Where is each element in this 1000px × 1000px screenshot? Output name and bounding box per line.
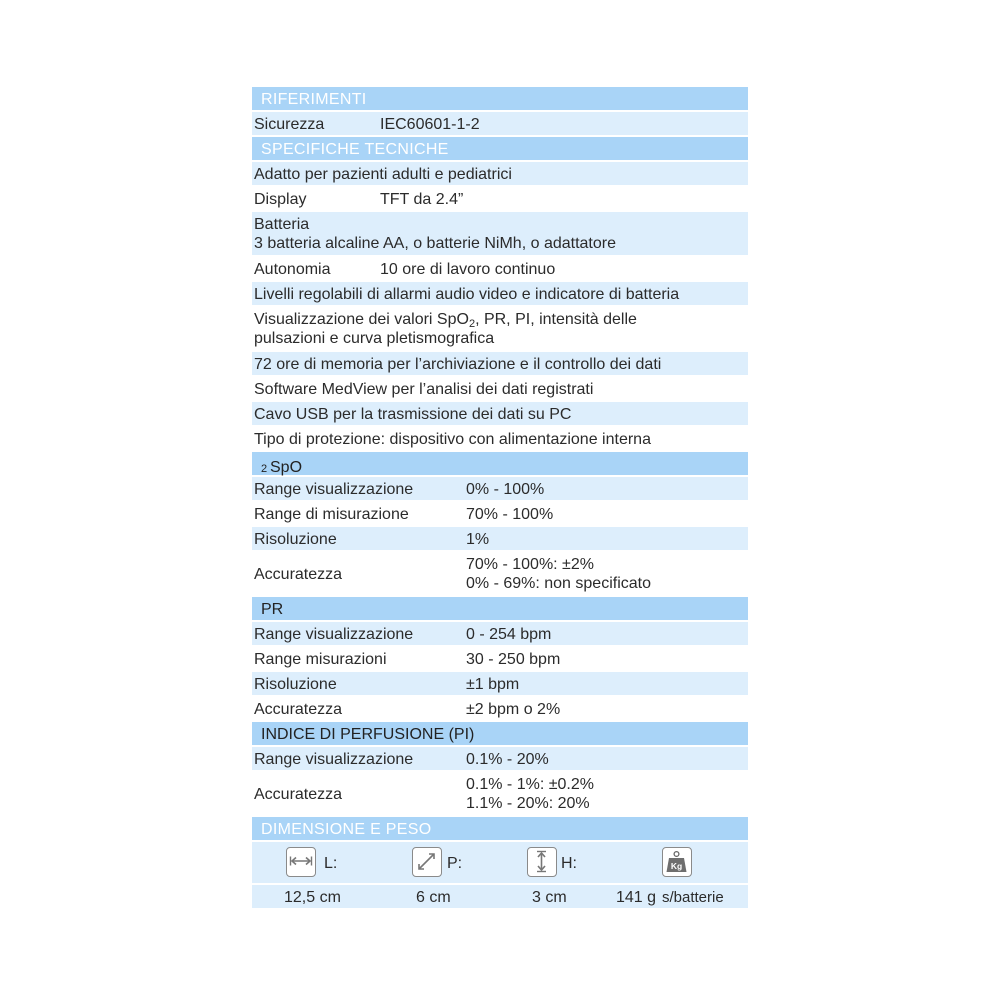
row-label: Range visualizzazione xyxy=(254,751,414,768)
depth-arrow-icon xyxy=(412,847,442,877)
row-label: Sicurezza xyxy=(254,116,325,133)
row-value: 70% - 100% xyxy=(466,506,554,523)
row-label: Range visualizzazione xyxy=(254,626,414,643)
row-pi-range-visualizzazione xyxy=(252,747,748,772)
row-label: Accuratezza xyxy=(254,701,343,718)
dimension-l-label: L: xyxy=(324,855,338,872)
row-batteria xyxy=(252,212,748,257)
row-value: 0.1% - 20% xyxy=(466,751,549,768)
row-label: Range misurazioni xyxy=(254,651,387,668)
row-value: TFT da 2.4” xyxy=(380,191,464,208)
row-value: 30 - 250 bpm xyxy=(466,651,561,668)
batteria-text: 3 batteria alcaline AA, o batterie NiMh, o adattatore xyxy=(254,235,616,252)
row-label: Accuratezza xyxy=(254,566,343,583)
height-value: 3 cm xyxy=(532,889,567,906)
row-label: Range di misurazione xyxy=(254,506,409,523)
weight-value: 141 g xyxy=(616,889,657,906)
row-label: Range visualizzazione xyxy=(254,481,414,498)
row-text: Tipo di protezione: dispositivo con alimentazione interna xyxy=(254,431,651,448)
row-label: Accuratezza xyxy=(254,786,343,803)
row-value: 0 - 254 bpm xyxy=(466,626,552,643)
dimension-p-label: P: xyxy=(447,855,463,872)
row-label: Autonomia xyxy=(254,261,331,278)
row-text: 72 ore di memoria per l’archiviazione e il controllo dei dati xyxy=(254,356,662,373)
row-livelli xyxy=(252,282,748,307)
row-value: ±2 bpm o 2% xyxy=(466,701,561,718)
batteria-title: Batteria xyxy=(254,216,310,233)
row-value: ±1 bpm xyxy=(466,676,520,693)
section-header-riferimenti: RIFERIMENTI xyxy=(252,87,748,112)
row-pr-range-visualizzazione xyxy=(252,622,748,647)
row-text: Livelli regolabili di allarmi audio video e indicatore di batteria xyxy=(254,286,680,303)
row-pr-accuratezza xyxy=(252,697,748,722)
row-label: Risoluzione xyxy=(254,531,337,548)
row-text: Adatto per pazienti adulti e pediatrici xyxy=(254,166,512,183)
row-value: 10 ore di lavoro continuo xyxy=(380,261,556,278)
row-protezione xyxy=(252,427,748,452)
width-arrow-icon xyxy=(286,847,316,877)
row-value: 0% - 100% xyxy=(466,481,545,498)
row-spo2-range-misurazione xyxy=(252,502,748,527)
weight-kg-icon xyxy=(662,847,692,877)
section-header-specifiche: SPECIFICHE TECNICHE xyxy=(252,137,748,162)
spec-sheet xyxy=(252,87,748,910)
row-text xyxy=(254,215,616,253)
height-arrow-icon xyxy=(527,847,557,877)
row-value: 0.1% - 1%: ±0.2% 1.1% - 20%: 20% xyxy=(466,776,594,812)
row-pi-accuratezza xyxy=(252,772,748,817)
row-label: Risoluzione xyxy=(254,676,337,693)
row-spo2-risoluzione xyxy=(252,527,748,552)
row-visualizzazione xyxy=(252,307,748,352)
row-spo2-accuratezza xyxy=(252,552,748,597)
row-text: Cavo USB per la trasmissione dei dati su PC xyxy=(254,406,572,423)
row-text: Visualizzazione dei valori SpO$_2$, PR, PI, intensità delle pulsazioni e curva pletismografica xyxy=(254,311,637,347)
row-software xyxy=(252,377,748,402)
weight-icon-text: Kg xyxy=(670,861,683,871)
section-header-dimensioni: DIMENSIONE E PESO xyxy=(252,817,748,842)
weight-note: s/batterie xyxy=(662,889,724,906)
row-text: Software MedView per l’analisi dei dati registrati xyxy=(254,381,594,398)
dimension-values-row xyxy=(252,885,748,910)
row-sicurezza xyxy=(252,112,748,137)
row-adatto xyxy=(252,162,748,187)
row-value: 1% xyxy=(466,531,490,548)
section-header-pr: PR xyxy=(252,597,748,622)
row-pr-range-misurazioni xyxy=(252,647,748,672)
row-value: 70% - 100%: ±2% 0% - 69%: non specificato xyxy=(466,556,651,592)
row-value: IEC60601-1-2 xyxy=(380,116,480,133)
row-display xyxy=(252,187,748,212)
row-cavo xyxy=(252,402,748,427)
section-header-spo2: SpO $_2$ xyxy=(252,452,748,477)
row-memoria xyxy=(252,352,748,377)
length-value: 12,5 cm xyxy=(284,889,341,906)
depth-value: 6 cm xyxy=(416,889,451,906)
row-spo2-range-visualizzazione xyxy=(252,477,748,502)
row-autonomia xyxy=(252,257,748,282)
section-header-pi: INDICE DI PERFUSIONE (PI) xyxy=(252,722,748,747)
dimension-icons-row xyxy=(252,842,748,885)
row-label: Display xyxy=(254,191,307,208)
row-pr-risoluzione xyxy=(252,672,748,697)
dimension-h-label: H: xyxy=(561,855,577,872)
